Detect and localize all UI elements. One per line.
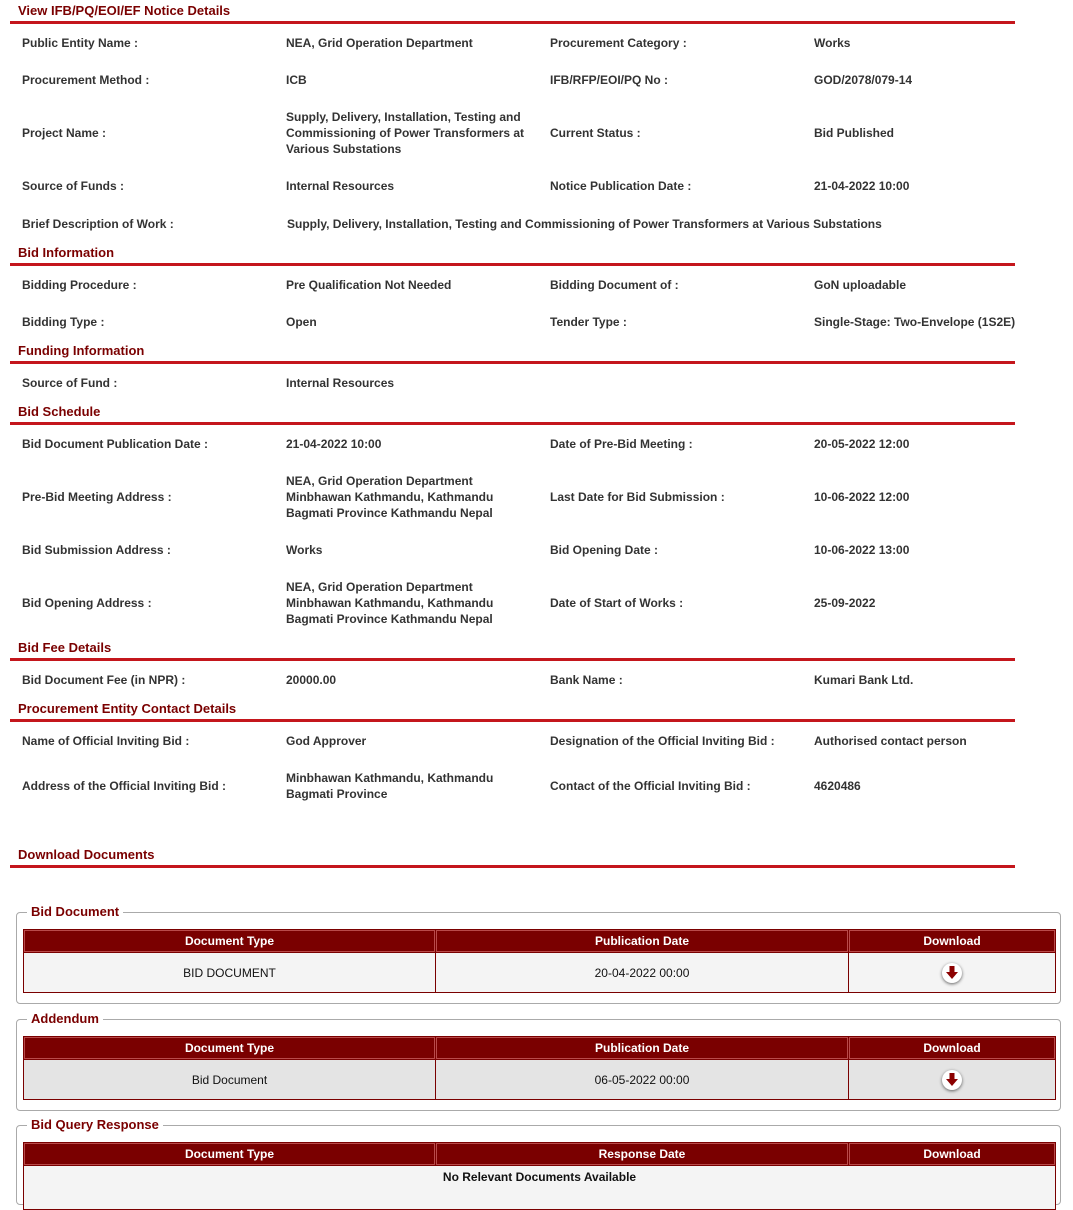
designation-label: Designation of the Official Inviting Bid :	[550, 734, 775, 748]
procurement-category-label: Procurement Category :	[550, 36, 687, 50]
current-status-value: Bid Published	[814, 126, 895, 140]
source-of-funds-label: Source of Funds :	[22, 179, 124, 193]
col-publication-date: Publication Date	[436, 1037, 849, 1060]
bank-name-value: Kumari Bank Ltd.	[814, 673, 914, 687]
section-divider	[10, 422, 1015, 425]
prebid-address-line: Bagmati Province Kathmandu Nepal	[286, 506, 493, 520]
addendum-panel	[16, 1011, 1061, 1111]
bidding-procedure-label: Bidding Procedure :	[22, 278, 137, 292]
bidding-document-of-value: GoN uploadable	[814, 278, 907, 292]
official-address-label: Address of the Official Inviting Bid :	[22, 779, 227, 793]
col-download: Download	[849, 930, 1056, 953]
document-type-cell: Bid Document	[24, 1060, 436, 1100]
table-row	[24, 953, 1056, 993]
prebid-address-line: Minbhawan Kathmandu, Kathmandu	[286, 490, 494, 504]
ifb-no-label: IFB/RFP/EOI/PQ No :	[550, 73, 669, 87]
brief-description-label: Brief Description of Work :	[22, 217, 174, 231]
doc-fee-label: Bid Document Fee (in NPR) :	[22, 673, 186, 687]
opening-address-line: Minbhawan Kathmandu, Kathmandu	[286, 596, 494, 610]
tender-type-label: Tender Type :	[550, 315, 627, 329]
bid-information-title: Bid Information	[18, 245, 115, 260]
bid-query-response-panel	[16, 1117, 1061, 1205]
contact-details-title: Procurement Entity Contact Details	[18, 701, 237, 716]
opening-date-label: Bid Opening Date :	[550, 543, 658, 557]
section-divider	[10, 361, 1015, 364]
prebid-date-value: 20-05-2022 12:00	[814, 437, 910, 451]
download-cell	[849, 1060, 1056, 1100]
procurement-category-value: Works	[814, 36, 851, 50]
start-works-value: 25-09-2022	[814, 596, 876, 610]
official-address-value	[286, 770, 541, 802]
source-of-funds-value: Internal Resources	[286, 179, 395, 193]
section-divider	[10, 658, 1015, 661]
start-works-label: Date of Start of Works :	[550, 596, 684, 610]
submission-address-value: Works	[286, 543, 323, 557]
bid-document-panel	[16, 904, 1061, 1004]
notice-pub-date-label: Notice Publication Date :	[550, 179, 692, 193]
procurement-method-label: Procurement Method :	[22, 73, 150, 87]
official-contact-value: 4620486	[814, 779, 861, 793]
bank-name-label: Bank Name :	[550, 673, 623, 687]
col-document-type: Document Type	[24, 1037, 436, 1060]
doc-fee-value: 20000.00	[286, 673, 337, 687]
document-type-cell: BID DOCUMENT	[24, 953, 436, 993]
official-address-line: Bagmati Province	[286, 787, 388, 801]
col-download: Download	[849, 1143, 1056, 1166]
bidding-procedure-value: Pre Qualification Not Needed	[286, 278, 452, 292]
publication-date-cell: 20-04-2022 00:00	[436, 953, 849, 993]
empty-message: No Relevant Documents Available	[24, 1166, 1056, 1210]
official-contact-label: Contact of the Official Inviting Bid :	[550, 779, 751, 793]
official-name-label: Name of Official Inviting Bid :	[22, 734, 190, 748]
download-arrow-icon[interactable]	[942, 1070, 962, 1090]
procurement-method-value: ICB	[286, 73, 307, 87]
tender-type-value: Single-Stage: Two-Envelope (1S2E)	[814, 315, 1016, 329]
opening-address-line: Bagmati Province Kathmandu Nepal	[286, 612, 493, 626]
col-publication-date: Publication Date	[436, 930, 849, 953]
addendum-legend: Addendum	[27, 1011, 103, 1026]
last-date-value: 10-06-2022 12:00	[814, 490, 910, 504]
prebid-address-label: Pre-Bid Meeting Address :	[22, 490, 172, 504]
project-name-label: Project Name :	[22, 126, 107, 140]
project-name-value: Supply, Delivery, Installation, Testing and Commissioning of Power Transformers at Various Substations	[286, 110, 525, 156]
table-row	[24, 1060, 1056, 1100]
download-cell	[849, 953, 1056, 993]
doc-pub-date-label: Bid Document Publication Date :	[22, 437, 209, 451]
opening-address-line: NEA, Grid Operation Department	[286, 580, 473, 594]
submission-address-label: Bid Submission Address :	[22, 543, 171, 557]
bidding-type-value: Open	[286, 315, 317, 329]
download-documents-title: Download Documents	[18, 847, 155, 862]
section-divider	[10, 865, 1015, 868]
section-divider	[10, 21, 1015, 24]
col-response-date: Response Date	[436, 1143, 849, 1166]
bid-document-table	[23, 929, 1056, 993]
col-document-type: Document Type	[24, 1143, 436, 1166]
opening-address-label: Bid Opening Address :	[22, 596, 152, 610]
opening-date-value: 10-06-2022 13:00	[814, 543, 910, 557]
prebid-address-value	[286, 473, 541, 521]
table-row	[24, 1166, 1056, 1210]
col-document-type: Document Type	[24, 930, 436, 953]
bid-fee-title: Bid Fee Details	[18, 640, 112, 655]
section-divider	[10, 263, 1015, 266]
last-date-label: Last Date for Bid Submission :	[550, 490, 725, 504]
addendum-table	[23, 1036, 1056, 1100]
bid-schedule-title: Bid Schedule	[18, 404, 101, 419]
opening-address-value	[286, 579, 541, 627]
bidding-document-of-label: Bidding Document of :	[550, 278, 679, 292]
public-entity-value: NEA, Grid Operation Department	[286, 36, 473, 50]
bidding-type-label: Bidding Type :	[22, 315, 105, 329]
official-name-value: God Approver	[286, 734, 367, 748]
publication-date-cell: 06-05-2022 00:00	[436, 1060, 849, 1100]
page-title: View IFB/PQ/EOI/EF Notice Details	[18, 3, 231, 18]
ifb-no-value: GOD/2078/079-14	[814, 73, 913, 87]
bid-query-response-legend: Bid Query Response	[27, 1117, 163, 1132]
bid-document-legend: Bid Document	[27, 904, 123, 919]
public-entity-label: Public Entity Name :	[22, 36, 139, 50]
designation-value: Authorised contact person	[814, 734, 967, 748]
prebid-date-label: Date of Pre-Bid Meeting :	[550, 437, 693, 451]
notice-pub-date-value: 21-04-2022 10:00	[814, 179, 910, 193]
brief-description-value: Supply, Delivery, Installation, Testing and Commissioning of Power Transformers at Various Substations	[287, 217, 882, 231]
doc-pub-date-value: 21-04-2022 10:00	[286, 437, 382, 451]
bid-query-response-table	[23, 1142, 1056, 1210]
download-arrow-icon[interactable]	[942, 963, 962, 983]
source-of-fund-label: Source of Fund :	[22, 376, 118, 390]
prebid-address-line: NEA, Grid Operation Department	[286, 474, 473, 488]
official-address-line: Minbhawan Kathmandu, Kathmandu	[286, 771, 494, 785]
section-divider	[10, 719, 1015, 722]
source-of-fund-value: Internal Resources	[286, 376, 395, 390]
col-download: Download	[849, 1037, 1056, 1060]
current-status-label: Current Status :	[550, 126, 641, 140]
funding-information-title: Funding Information	[18, 343, 145, 358]
